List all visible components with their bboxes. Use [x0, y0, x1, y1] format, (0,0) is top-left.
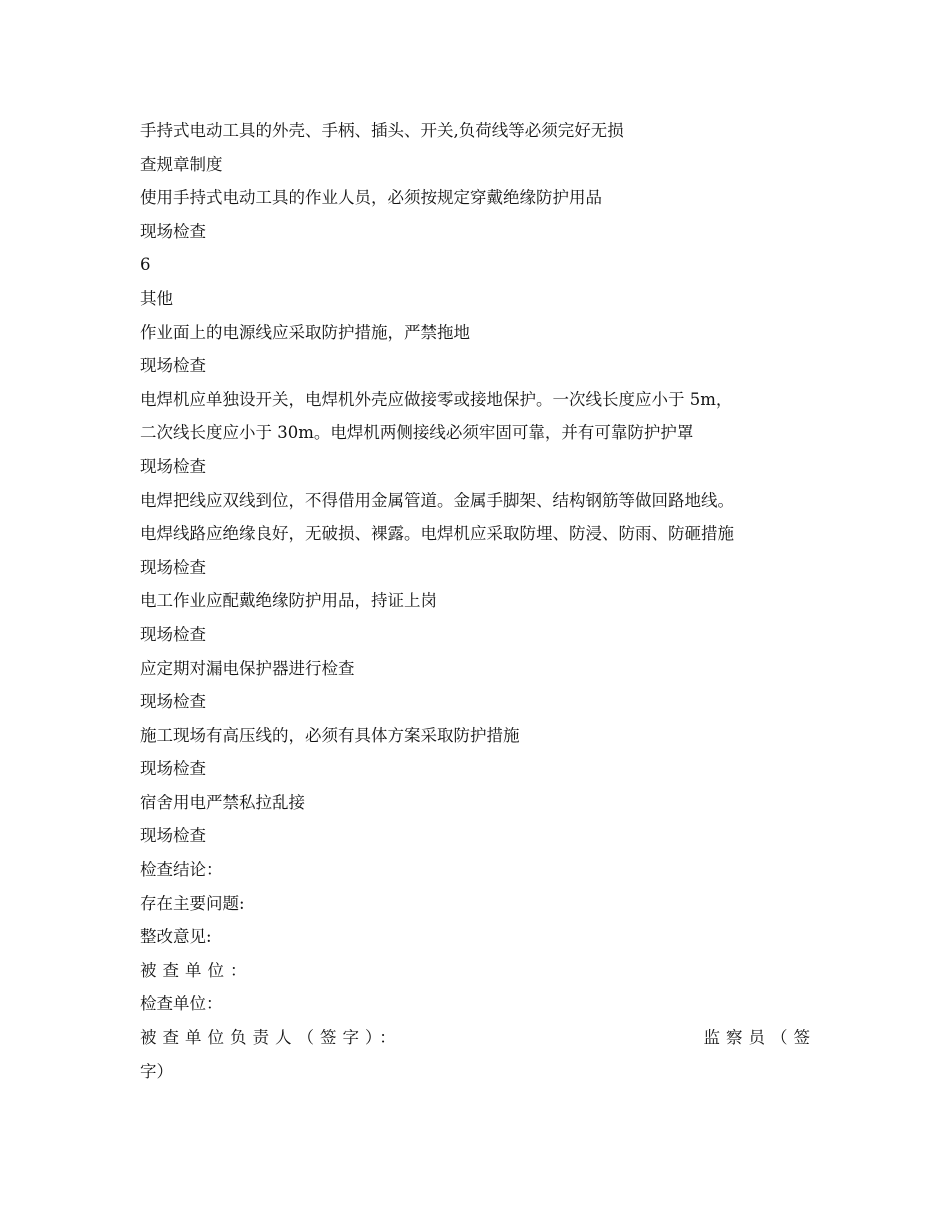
text-line: 现场检查 [140, 759, 206, 779]
text-line: 宿舍用电严禁私拉乱接 [140, 792, 305, 812]
text-line: 现场检查 [140, 624, 206, 644]
inspected-unit-label: 被查单位： [140, 960, 253, 980]
document-body [140, 114, 816, 1088]
text-line: 现场检查 [140, 557, 206, 577]
text-line: 现场检查 [140, 826, 206, 846]
text-line: 使用手持式电动工具的作业人员，必须按规定穿戴绝缘防护用品 [140, 188, 602, 208]
text-line: 电工作业应配戴绝缘防护用品，持证上岗 [140, 591, 437, 611]
rectification-label: 整改意见: [140, 927, 212, 947]
text-line: 其他 [140, 288, 173, 308]
inspector-signature-label: 监察员（签 [703, 1028, 816, 1048]
text-line: 电焊线路应绝缘良好，无破损、裸露。电焊机应采取防埋、防浸、防雨、防砸措施 [140, 524, 734, 544]
text-line: 电焊机应单独设开关，电焊机外壳应做接零或接地保护。一次线长度应小于 5m， [140, 389, 733, 409]
text-line: 现场检查 [140, 692, 206, 712]
signature-row [140, 1021, 816, 1055]
text-line: 现场检查 [140, 221, 206, 241]
text-line: 现场检查 [140, 456, 206, 476]
text-line: 查规章制度 [140, 154, 223, 174]
text-line: 6 [140, 255, 151, 275]
text-line: 应定期对漏电保护器进行检查 [140, 658, 355, 678]
inspecting-unit-label: 检查单位： [140, 994, 223, 1014]
text-line: 作业面上的电源线应采取防护措施，严禁拖地 [140, 322, 470, 342]
text-line: 手持式电动工具的外壳、手柄、插头、开关,负荷线等必须完好无损 [140, 121, 624, 140]
signature-wrap-text: 字） [140, 1061, 173, 1081]
conclusion-label: 检查结论： [140, 860, 223, 880]
text-line: 施工现场有高压线的，必须有具体方案采取防护措施 [140, 725, 520, 745]
main-issues-label: 存在主要问题: [140, 893, 245, 913]
text-line: 电焊把线应双线到位，不得借用金属管道。金属手脚架、结构钢筋等做回路地线。 [140, 490, 734, 510]
inspected-unit-head-signature-label: 被查单位负责人（签字）： [140, 1028, 402, 1048]
text-line: 现场检查 [140, 356, 206, 376]
text-line: 二次线长度应小于 30m。电焊机两侧接线必须牢固可靠，并有可靠防护护罩 [140, 423, 694, 443]
